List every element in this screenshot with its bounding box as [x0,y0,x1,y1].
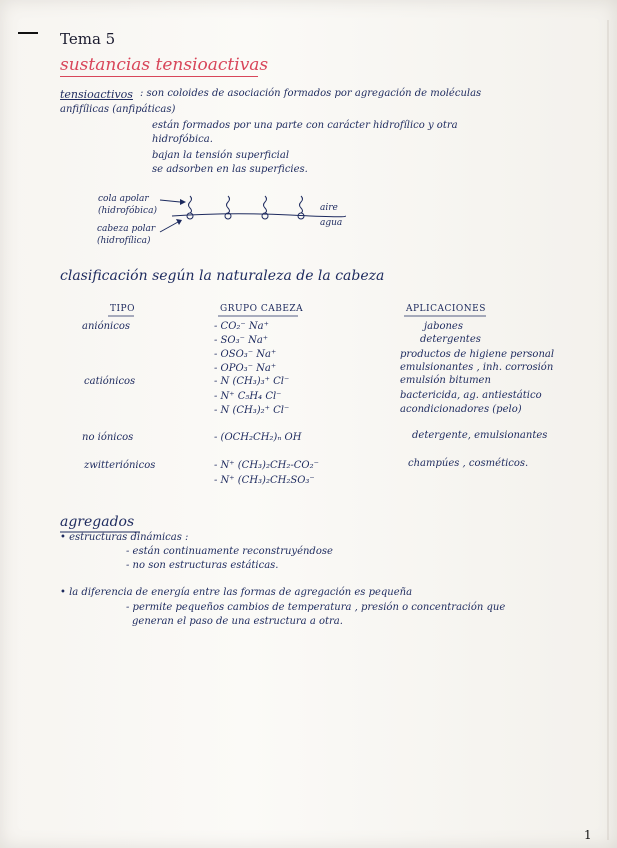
app-cell: jabones [424,321,463,332]
definition-line-6: se adsorben en las superficies. [152,164,308,175]
app-cell: emulsionantes , inh. corrosión [400,362,554,373]
agregados-bullet-1: • estructuras dinámicas : [60,532,189,543]
grupo-cell: - N⁺ C₅H₄ Cl⁻ [214,391,282,402]
molecule-2 [225,196,231,219]
agregados-bullet-1b: - no son estructuras estáticas. [126,560,279,571]
app-cell: productos de higiene personal [400,349,555,360]
agua-label: agua [320,218,343,228]
page-title: sustancias tensioactivas [60,55,269,75]
definition-line-2: anfifílicas (anfipáticas) [60,104,176,115]
app-cell: detergentes [420,334,481,345]
grupo-cell: - CO₂⁻ Na⁺ [214,321,269,332]
agregados-bullet-2a: - permite pequeños cambios de temperatura , presión o concentración que [126,602,506,613]
grupo-cell: - N⁺ (CH₃)₂CH₂-CO₂⁻ [214,460,319,471]
cabeza-arrow [160,222,178,232]
cola-label-2: (hidrofóbica) [98,206,157,216]
grupo-cell: - SO₃⁻ Na⁺ [214,335,269,346]
definition-line-5: bajan la tensión superficial [152,150,290,161]
grupo-cell: - OPO₃⁻ Na⁺ [214,363,277,374]
grupo-cell: - N (CH₃)₃⁺ Cl⁻ [214,376,290,387]
grupo-cell: - (OCH₂CH₂)ₙ OH [214,432,302,443]
cola-label-1: cola apolar [98,194,149,204]
grupo-cell: - N⁺ (CH₃)₂CH₂SO₃⁻ [214,475,315,486]
grupo-cell: - OSO₃⁻ Na⁺ [214,349,277,360]
tema-heading: Tema 5 [60,30,116,48]
app-cell: acondicionadores (pelo) [400,404,522,415]
header-aplicaciones: APLICACIONES [406,304,486,314]
agregados-bullet-2: • la diferencia de energía entre las formas de agregación es pequeña [60,587,413,598]
app-cell: detergente, emulsionantes [412,430,548,441]
app-cell: bactericida, ag. antiestático [400,390,542,401]
aire-label: aire [320,203,338,213]
header-grupo: GRUPO CABEZA [220,304,304,314]
agregados-title: agregados [60,514,135,530]
header-tipo: TIPO [110,304,135,314]
cabeza-arrow-head [176,219,182,225]
molecule-3 [262,196,268,219]
tipo-cell: no iónicos [82,432,134,443]
page-number: 1 [584,828,592,842]
definition-term: tensioactivos [60,88,133,101]
cabeza-label-2: (hidrofílica) [97,236,151,246]
cola-arrow [160,200,180,202]
app-cell: emulsión bitumen [400,375,491,386]
tipo-cell: zwitteriónicos [84,460,156,471]
definition-line-4: hidrofóbica. [152,134,213,145]
agregados-bullet-2b: generan el paso de una estructura a otra. [132,616,343,627]
grupo-cell: - N (CH₃)₂⁺ Cl⁻ [214,405,290,416]
agregados-bullet-1a: - están continuamente reconstruyéndose [126,546,333,557]
interface-line [172,214,345,217]
definition-line-1: : son coloides de asociación formados por agregación de moléculas [140,88,482,99]
molecule-1 [187,196,193,219]
app-cell: champúes , cosméticos. [408,458,529,469]
cola-arrow-head [180,199,186,205]
classification-title: clasificación según la naturaleza de la cabeza [60,268,385,284]
definition-line-3: están formados por una parte con carácter hidrofílico y otra [152,120,458,131]
tipo-cell: aniónicos [82,321,131,332]
cabeza-label-1: cabeza polar [97,224,156,234]
tipo-cell: catiónicos [84,376,136,387]
